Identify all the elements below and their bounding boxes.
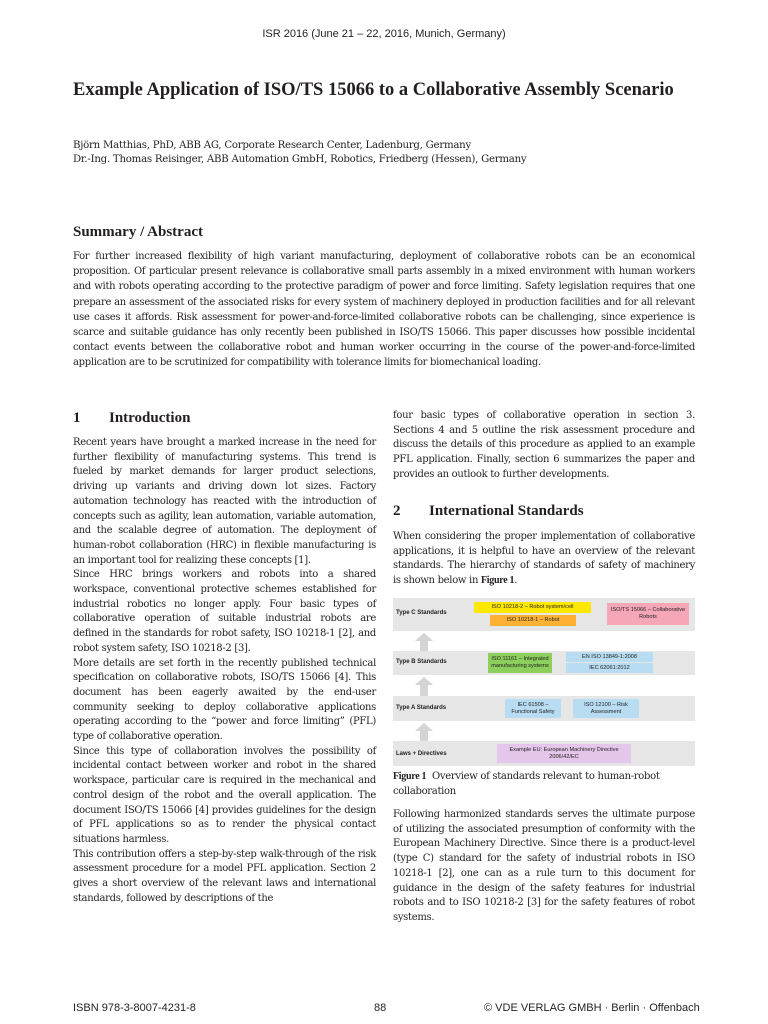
- section2-intro: [393, 530, 695, 589]
- arrow-up-icon: [415, 677, 433, 685]
- box-iec-62061: IEC 62061:2012: [566, 663, 653, 673]
- section-title: Introduction: [109, 410, 191, 426]
- section2-body: [393, 808, 695, 926]
- author-line: Björn Matthias, PhD, ABB AG, Corporate Research Center, Ladenburg, Germany: [73, 140, 471, 151]
- paragraph: This contribution offers a step-by-step walk-through of the risk assessment procedure for a model PFL application. Section 2 gives a short overview of the relevant laws and international standards, followed by descriptions of the: [73, 848, 376, 904]
- paragraph: Since HRC brings workers and robots into a shared workspace, conventional protective schemes established for industrial robotics no longer apply. Four basic types of collaborative operation of suitable industrial robots are defined in the standards for robot safety, ISO 10218-1 [2], and robot system safety, ISO 10218-2 [3].: [73, 569, 376, 654]
- author-line: Dr.-Ing. Thomas Reisinger, ABB Automation GmbH, Robotics, Friedberg (Hessen), Germany: [73, 154, 527, 165]
- arrow-icon: [420, 684, 428, 696]
- figure-standards-hierarchy: [393, 598, 695, 766]
- arrow-icon: [420, 730, 428, 741]
- author-list: [73, 139, 698, 167]
- box-iso-10218-1: ISO 10218-1 – Robot: [490, 615, 576, 626]
- box-en-iso-13849: EN ISO 13849-1:2008: [566, 652, 653, 662]
- right-column-continuation: [393, 409, 695, 483]
- box-iso-11161: ISO 11161 – Integrated manufacturing systems: [488, 653, 552, 673]
- box-iso-ts-15066: ISO/TS 15066 – Collaborative Robots: [607, 603, 689, 625]
- band-label: Type C Standards: [396, 610, 447, 616]
- band-label: Laws + Directives: [396, 751, 447, 757]
- abstract-text: For further increased flexibility of high variant manufacturing, deployment of collaborative robots can be an economical proposition. Of particular present relevance is collaborative small parts assembly in a mixed environment with human workers and with robots operating according to the protective paradigm of power and force limiting. Safety legislation requires that one prepare an assessment of the associated risks for every system of machinery deployed in production facilities and for all relevant use cases it affords. Risk assessment for power-and-force-limited collaborative robots can be challenging, since experience is scarce and suitable guidance has only recently been published in ISO/TS 15066. This paper discusses how possible incidental contact events between the collaborative robot and human worker occurring in the course of the power-and-force-limited application are to be scrutinized for compatibility with tolerance limits for biomechanical loading.: [73, 251, 695, 369]
- box-iso-10218-2: ISO 10218-2 – Robot system/cell: [474, 602, 591, 613]
- abstract-heading: Summary / Abstract: [73, 224, 203, 240]
- section-number: 1: [73, 410, 81, 426]
- box-iso-12100: ISO 12100 – Risk Assessment: [573, 699, 639, 718]
- arrow-up-icon: [415, 723, 433, 731]
- figure-caption-text: Overview of standards relevant to human-robot collaboration: [393, 771, 660, 797]
- paragraph-end: .: [514, 575, 518, 587]
- band-label: Type B Standards: [396, 659, 447, 665]
- page-number: 88: [374, 1002, 387, 1014]
- box-machinery-directive: Example EU: European Machinery Directive 2006/42/EC: [497, 744, 631, 763]
- figure-label: Figure 1: [393, 771, 427, 782]
- figure-reference: Figure 1: [480, 575, 515, 587]
- footer-publisher: © VDE VERLAG GMBH · Berlin · Offenbach: [484, 1002, 700, 1014]
- paragraph: Since this type of collaboration involves the possibility of incidental contact between worker and robot in the shared workspace, particular care is required in the mechanical and control design of the robot and the overall application. The document ISO/TS 15066 [4] provides guidelines for the design of PFL applications so as to render the physical contact situations harmless.: [73, 745, 376, 845]
- box-iec-61508: IEC 61508 – Functional Safety: [505, 699, 561, 718]
- section-title: International Standards: [429, 503, 584, 519]
- paragraph: More details are set forth in the recently published technical specification on collaborative robots, ISO/TS 15066 [4]. This document has been eagerly awaited by the end-user community seeking to deploy collaborative applications operating according to the “power and force limiting” (PFL) type of collaborative operation.: [73, 657, 376, 743]
- band-label: Type A Standards: [396, 705, 447, 711]
- paragraph: Recent years have brought a marked increase in the need for further flexibility of manufacturing systems. This trend is fueled by market demands for larger product selections, driving up variants and driving down lot sizes. Factory automation technology has reacted with the introduction of concepts such as agility, lean automation, variable automation, and the scalable degree of automation. The deployment of human-robot collaboration (HRC) in flexible manufacturing is an important tool for realizing these concepts [1].: [73, 437, 376, 566]
- paragraph: [393, 530, 695, 589]
- section-number: 2: [393, 503, 401, 519]
- left-column: [73, 436, 376, 907]
- arrow-up-icon: [415, 633, 433, 641]
- footer-isbn: ISBN 978-3-8007-4231-8: [73, 1002, 196, 1014]
- arrow-icon: [420, 641, 428, 651]
- paragraph: Following harmonized standards serves the ultimate purpose of utilizing the associated presumption of conformity with the European Machinery Directive. Since there is a product-level (type C) standard for the safety of industrial robots in ISO 10218-1 [2], one can as a rule turn to this document for guidance in the design of the safety features for industrial robots and to ISO 10218-2 [3] for the safety features of robot systems.: [393, 809, 695, 923]
- paper-title: Example Application of ISO/TS 15066 to a Collaborative Assembly Scenario: [73, 80, 674, 100]
- figure-caption: [393, 770, 695, 799]
- paragraph: four basic types of collaborative operation in section 3. Sections 4 and 5 outline the risk assessment procedure and discuss the details of this procedure as applied to an example PFL application. Finally, section 6 summarizes the paper and provides an outlook to further developments.: [393, 410, 695, 480]
- section-heading: [73, 410, 190, 427]
- paragraph-text: When considering the proper implementation of collaborative applications, it is helpful to have an overview of the relevant standards. The hierarchy of standards of safety of machinery is shown below in: [393, 531, 695, 587]
- running-head: ISR 2016 (June 21 – 22, 2016, Munich, Germany): [262, 28, 506, 40]
- section-heading: [393, 503, 584, 520]
